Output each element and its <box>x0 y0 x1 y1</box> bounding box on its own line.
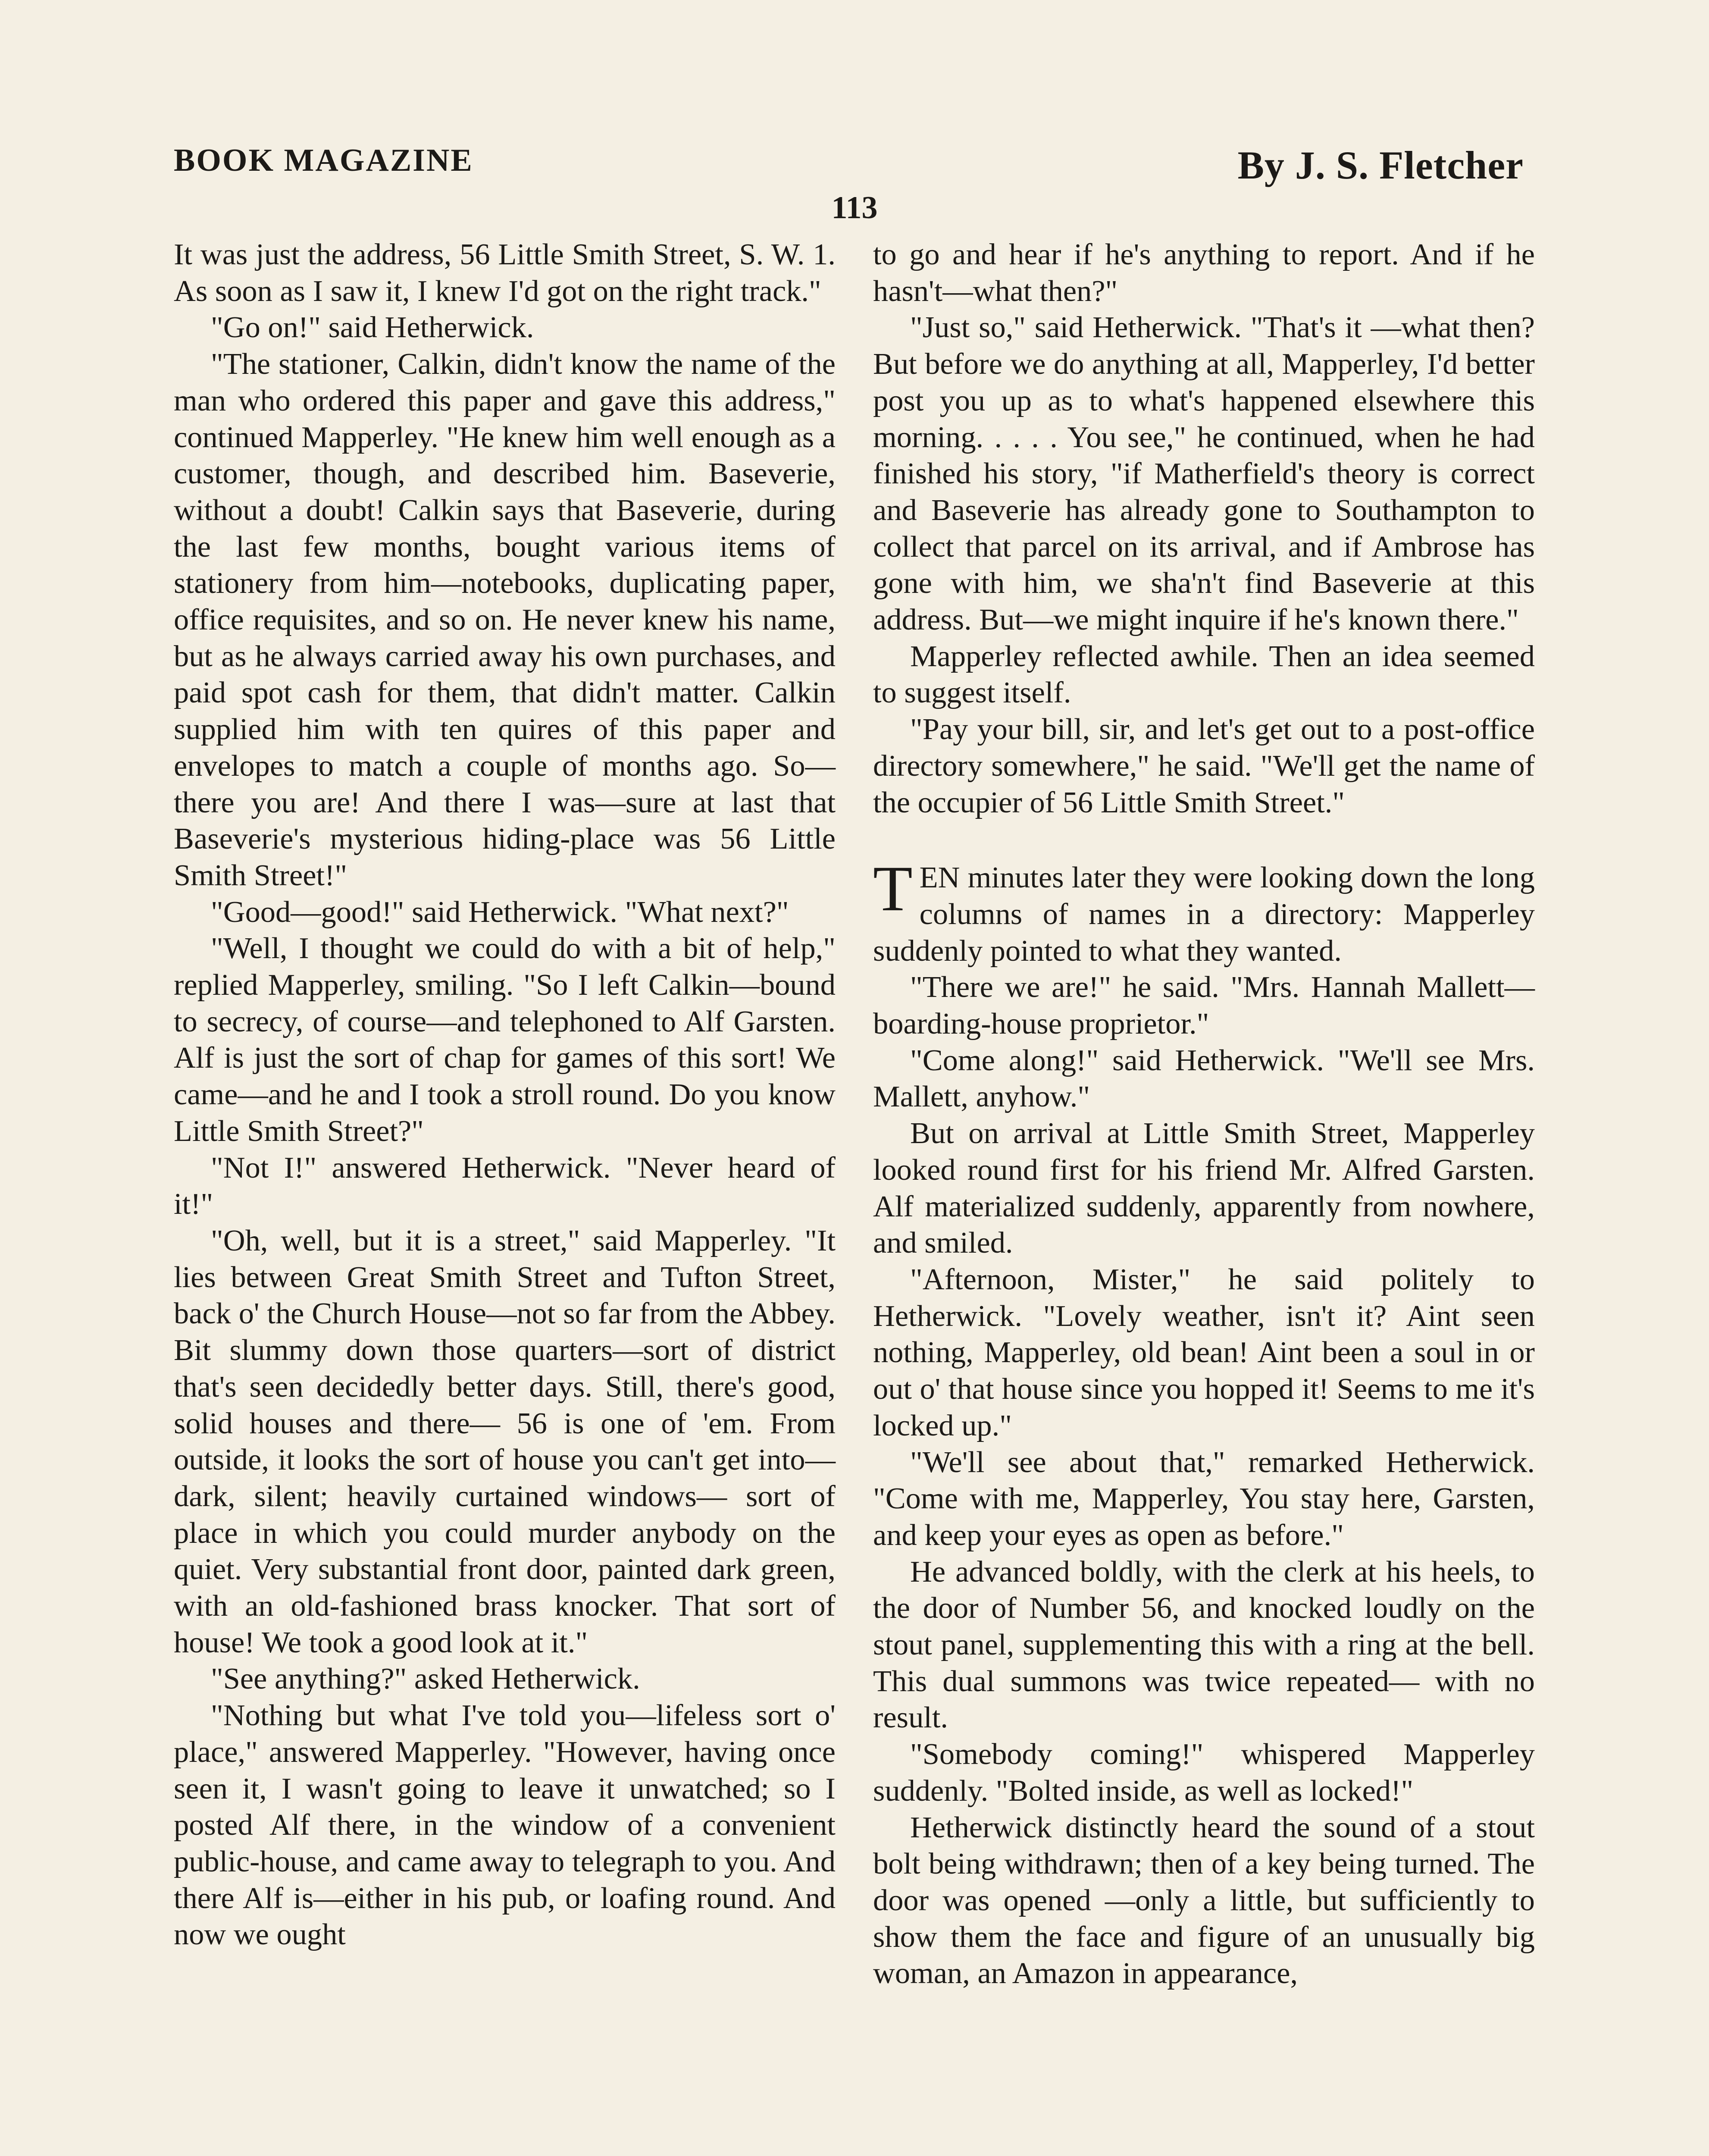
page-number: 113 <box>831 190 878 226</box>
paragraph: "Good—good!" said Hetherwick. "What next?" <box>211 895 789 929</box>
author-byline: By J. S. Fletcher <box>1237 143 1524 187</box>
paragraph: Mapperley reflected awhile. Then an idea seemed to suggest itself. <box>873 639 1535 710</box>
section-opening-paragraph <box>873 853 1535 969</box>
drop-cap: T <box>873 853 913 925</box>
paragraph: But on arrival at Little Smith Street, Mapperley looked round first for his friend Mr. Alfred Garsten. Alf materialized suddenly, apparently from nowhere, and smiled. <box>873 1116 1535 1260</box>
left-column <box>174 236 836 1953</box>
paragraph: "Oh, well, but it is a street," said Mapperley. "It lies between Great Smith Street and Tufton Street, back o' the Church House—not so far from the Abbey. Bit slummy down those quarters—sort of district that's seen decidedly better days. Still, there's good, solid houses and there— 56 is one of 'em. From outside, it looks the sort of house you can't get into— dark, silent; heavily curtained windows— sort of place in which you could murder anybody on the quiet. Very substantial front door, painted dark green, with an old-fashioned brass knocker. That sort of house! We took a good look at it." <box>174 1223 836 1659</box>
paragraph: "Come along!" said Hetherwick. "We'll see Mrs. Mallett, anyhow." <box>873 1043 1535 1114</box>
paragraph: "Go on!" said Hetherwick. <box>211 310 534 345</box>
paragraph: "The stationer, Calkin, didn't know the name of the man who ordered this paper and gave this address," continued Mapperley. "He knew him well enough as a customer, though, and described him. Baseverie, without a doubt! Calkin says that Baseverie, during the last few months, bought various items of stationery from him—notebooks, duplicating paper, office requisites, and so on. He never knew his name, but as he always carried away his own purchases, and paid spot cash for them, that didn't matter. Calkin supplied him with ten quires of this paper and envelopes to match a couple of months ago. So—there you are! And there I was—sure at last that Baseverie's mysterious hiding-place was 56 Little Smith Street!" <box>174 347 836 892</box>
paragraph: "Not I!" answered Hetherwick. "Never heard of it!" <box>174 1150 836 1221</box>
paragraph: "Somebody coming!" whispered Mapperley suddenly. "Bolted inside, as well as locked!" <box>873 1737 1535 1808</box>
paragraph: "There we are!" he said. "Mrs. Hannah Mallett—boarding-house proprietor." <box>873 970 1535 1041</box>
paragraph: It was just the address, 56 Little Smith Street, S. W. 1. As soon as I saw it, I knew I'd got on the right track." <box>174 238 836 308</box>
paragraph: "See anything?" asked Hetherwick. <box>211 1662 640 1696</box>
paragraph: "Afternoon, Mister," he said politely to Hetherwick. "Lovely weather, isn't it? Aint seen nothing, Mapperley, old bean! Aint been a soul in or out o' that house since you hopped it! Seems to me it's locked up." <box>873 1262 1535 1442</box>
paragraph: "Well, I thought we could do with a bit of help," replied Mapperley, smiling. "So I left Calkin—bound to secrecy, of course—and telephoned to Alf Garsten. Alf is just the sort of chap for games of this sort! We came—and he and I took a stroll round. Do you know Little Smith Street?" <box>174 931 836 1148</box>
paragraph: He advanced boldly, with the clerk at his heels, to the door of Number 56, and knocked loudly on the stout panel, supplementing this with a ring at the bell. This dual summons was twice repeated— with no result. <box>873 1554 1535 1735</box>
paragraph: "Nothing but what I've told you—lifeless sort o' place," answered Mapperley. "However, having once seen it, I wasn't going to leave it unwatched; so I posted Alf there, in the window of a convenient public-house, and came away to telegraph to you. And there Alf is—either in his pub, or loafing round. And now we ought <box>174 1698 836 1952</box>
paragraph: to go and hear if he's anything to report. And if he hasn't—what then?" <box>873 238 1535 308</box>
section-opening-text: EN minutes later they were looking down the long columns of names in a directory: Mapperley suddenly pointed to what they wanted. <box>873 861 1535 968</box>
paragraph: "Pay your bill, sir, and let's get out to a post-office directory somewhere," he said. "We'll get the name of the occupier of 56 Little Smith Street." <box>873 712 1535 819</box>
right-column <box>873 236 1535 1992</box>
magazine-title: BOOK MAGAZINE <box>174 143 473 178</box>
paragraph: Hetherwick distinctly heard the sound of a stout bolt being withdrawn; then of a key being turned. The door was opened —only a little, but sufficiently to show them the face and figure of an unusually big woman, an Amazon in appearance, <box>873 1810 1535 1990</box>
paragraph: "Just so," said Hetherwick. "That's it —what then? But before we do anything at all, Mapperley, I'd better post you up as to what's happened elsewhere this morning. . . . . You see," he continued, when he had finished his story, "if Matherfield's theory is correct and Baseverie has already gone to Southampton to collect that parcel on its arrival, and if Ambrose has gone with him, we sha'n't find Baseverie at this address. But—we might inquire if he's known there." <box>873 310 1535 637</box>
paragraph: "We'll see about that," remarked Hetherwick. "Come with me, Mapperley, You stay here, Garsten, and keep your eyes as open as before." <box>873 1445 1535 1552</box>
